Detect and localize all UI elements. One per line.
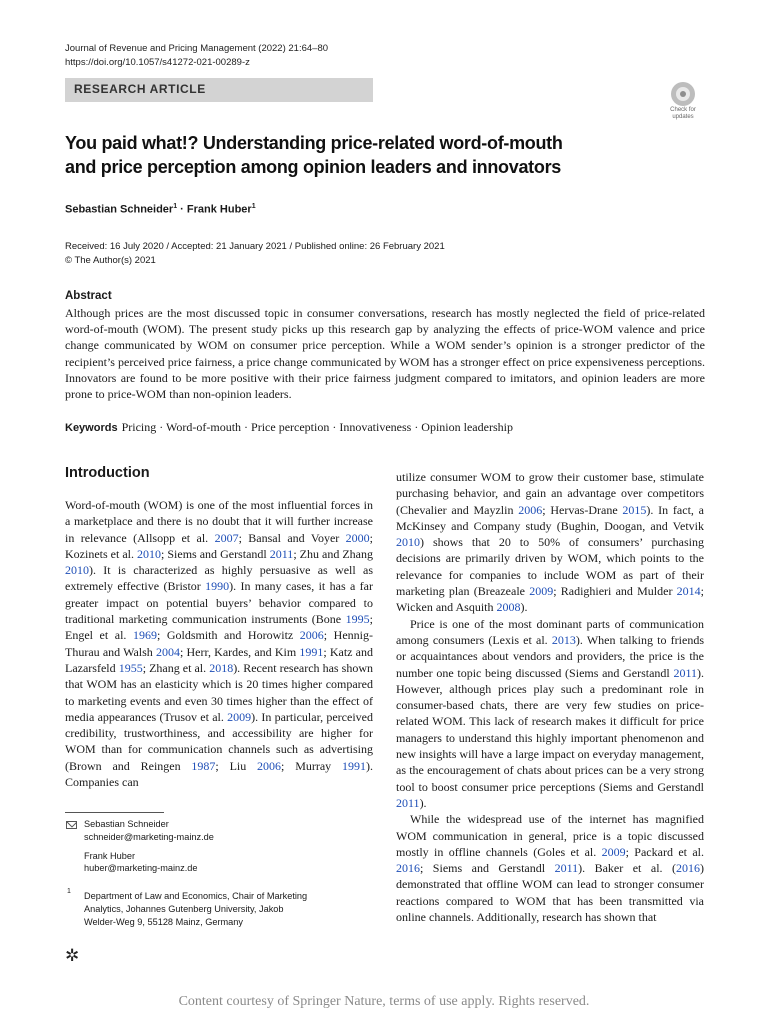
citation-link[interactable]: 2009 — [601, 844, 626, 859]
body-column-right — [396, 469, 704, 925]
citation-link[interactable]: 2006 — [299, 628, 324, 643]
keywords-list: Pricing · Word-of-mouth · Price perception · Innovativeness · Opinion leadership — [121, 420, 513, 434]
contact-name: Sebastian Schneider — [84, 819, 169, 829]
citation-link[interactable]: 2011 — [673, 665, 697, 680]
citation-link[interactable]: 2016 — [396, 861, 420, 876]
citation-link[interactable]: 2008 — [496, 600, 521, 615]
citation-link[interactable]: 2011 — [396, 795, 420, 810]
affiliation-footnote: Department of Law and Economics, Chair of Marketing Analytics, Johannes Gutenberg University, Jakob Welder-Weg 9, 55128 Mainz, Germany — [84, 891, 308, 927]
affiliation-marker: 1 — [173, 203, 178, 210]
author-name[interactable]: Sebastian Schneider — [65, 203, 174, 216]
author-separator: · — [177, 203, 187, 216]
citation-link[interactable]: 2009 — [529, 584, 554, 599]
citation-link[interactable]: 2006 — [257, 758, 282, 773]
body-column-left — [65, 497, 373, 790]
journal-name: Journal of Revenue and Pricing Management (2022) 21:64–80 — [65, 43, 329, 54]
corresponding-authors — [84, 818, 214, 875]
paragraph: Price is one of the most dominant parts of communication among consumers (Lexis et al. 2013). When talking to friends or acquaintances about vendors and providers, the price is the number one topic being discussed (Siems and Gerstandl 2011). However, although prices play such a predominant role in consumer-based chats, there are very few studies on price-related WOM. This lack of research makes it difficult for price managers to understand this highly important phenomenon and new insights will have a large impact on everyday management, as the encouragement of chats about prices can be a very strong tool to boost consumer price perceptions (Siems and Gerstandl 2011). — [396, 616, 704, 810]
courtesy-footer: Content courtesy of Springer Nature, terms of use apply. Rights reserved. — [178, 994, 590, 1009]
author-name[interactable]: Frank Huber — [186, 203, 252, 216]
keywords-label: Keywords — [65, 422, 118, 434]
citation-link[interactable]: 2009 — [227, 709, 252, 724]
contact-email[interactable]: schneider@marketing-mainz.de — [84, 831, 214, 842]
contact-email[interactable]: huber@marketing-mainz.de — [84, 863, 198, 874]
check-for-updates-icon — [671, 82, 695, 106]
abstract-heading: Abstract — [65, 290, 112, 302]
contact-name: Frank Huber — [84, 850, 136, 861]
citation-link[interactable]: 2006 — [518, 502, 543, 517]
publication-dates: Received: 16 July 2020 / Accepted: 21 January 2021 / Published online: 26 February 2021 — [65, 241, 445, 252]
paragraph: Word-of-mouth (WOM) is one of the most influential forces in a marketplace and there is no doubt that it will further increase in relevance (Allsopp et al. 2007; Bansal and Voyer 2000; Kozinets et al. 2010; Siems and Gerstandl 2011; Zhu and Zhang 2010). It is characterized as highly persuasive as well as extremely effective (Bristor 1990). In many cases, it has a far greater impact on potential buyers’ behavior compared to traditional marketing communication instruments (Bone 1995; Engel et al. 1969; Goldsmith and Horowitz 2006; Hennig-Thurau and Walsh 2004; Herr, Kardes, and Kim 1991; Katz and Lazarsfeld 1955; Zhang et al. 2018). Recent research has shown that WOM has an elasticity which is 20 times higher compared to marketing events and even 30 times higher than the effect of media appearances (Trusov et al. 2009). In particular, perceived credibility, trustworthiness, and accessibility are higher for WOM than for communication channels such as advertising (Brown and Reingen 1987; Liu 2006; Murray 1991). Companies can — [65, 498, 374, 790]
paragraph: utilize consumer WOM to grow their customer base, stimulate purchasing behavior, and gain an advantage over competitors (Chevalier and Mayzlin 2006; Hervas-Drane 2015). In fact, a McKinsey and Company study (Bughin, Doogan, and Vetvik 2010) shows that 20 to 50% of consumers’ purchasing decisions are primarily driven by WOM, which points to the relevance for companies to include WOM as part of their marketing plan (Breazeale 2009; Radighieri and Mulder 2014; Wicken and Asquith 2008). — [396, 470, 704, 615]
section-heading-introduction: Introduction — [65, 465, 150, 481]
journal-citation — [65, 42, 328, 70]
check-for-updates-badge[interactable] — [664, 82, 702, 120]
affiliation-number: 1 — [67, 888, 71, 895]
doi-link[interactable]: https://doi.org/10.1057/s41272-021-00289-z — [65, 57, 250, 68]
citation-link[interactable]: 2011 — [554, 861, 579, 876]
abstract-text: Although prices are the most discussed topic in consumer conversations, research has mostly neglected the field of price-related word-of-mouth (WOM). The present study picks up this research gap by analyzing the effects of price-WOM valence and price change communicated by WOM on consumer price perception. While a WOM sender’s opinion is a stronger predictor of the recipient’s perceived price fairness, a price change communicated by WOM has a stronger effect on price expensiveness perceptions. Innovators are found to be more positive with their price fairness judgment compared to imitators, and opinion leaders are more prone to price-WOM than non-opinion leaders. — [65, 306, 705, 402]
title-line-1: You paid what!? Understanding price-related word-of-mouth — [65, 133, 563, 153]
keywords-line — [65, 420, 513, 435]
citation-link[interactable]: 2004 — [155, 644, 180, 659]
check-updates-label: Check for updates — [670, 107, 696, 120]
citation-link[interactable]: 2010 — [65, 563, 89, 578]
citation-link[interactable]: 2007 — [214, 530, 239, 545]
citation-link[interactable]: 1969 — [132, 628, 157, 643]
citation-link[interactable]: 2018 — [209, 660, 234, 675]
envelope-icon — [66, 821, 77, 829]
citation-link[interactable]: 2000 — [345, 530, 370, 545]
citation-link[interactable]: 1995 — [345, 612, 370, 627]
citation-link[interactable]: 2013 — [551, 632, 576, 647]
affiliation-marker: 1 — [251, 203, 256, 210]
author-list — [65, 203, 256, 216]
citation-link[interactable]: 1955 — [118, 660, 143, 675]
title-line-2: and price perception among opinion leaders and innovators — [65, 157, 561, 177]
citation-link[interactable]: 1991 — [342, 758, 366, 773]
citation-link[interactable]: 1991 — [299, 644, 324, 659]
article-type-banner — [65, 78, 373, 102]
citation-link[interactable]: 2016 — [676, 861, 700, 876]
copyright-notice: © The Author(s) 2021 — [65, 255, 156, 266]
citation-link[interactable]: 1990 — [205, 579, 230, 594]
citation-link[interactable]: 1987 — [191, 758, 216, 773]
paragraph: While the widespread use of the internet has magnified WOM communication in general, price is a topic discussed mostly in offline channels (Goles et al. 2009; Packard et al. 2016; Siems and Gerstandl 2011). Baker et al. (2016) demonstrated that offline WOM can lead to stronger consumer reactions compared to WOM that has been transmitted via online channels. Additionally, research has shown that — [396, 812, 704, 925]
springer-logo-icon: ✲ — [65, 946, 80, 965]
citation-link[interactable]: 2010 — [137, 546, 162, 561]
citation-link[interactable]: 2015 — [622, 502, 647, 517]
citation-link[interactable]: 2014 — [676, 584, 701, 599]
article-title — [65, 131, 705, 179]
publication-history — [65, 240, 445, 268]
citation-link[interactable]: 2011 — [269, 546, 294, 561]
article-type-label: RESEARCH ARTICLE — [74, 82, 206, 96]
citation-link[interactable]: 2010 — [396, 535, 420, 550]
footnote-divider — [65, 812, 164, 813]
